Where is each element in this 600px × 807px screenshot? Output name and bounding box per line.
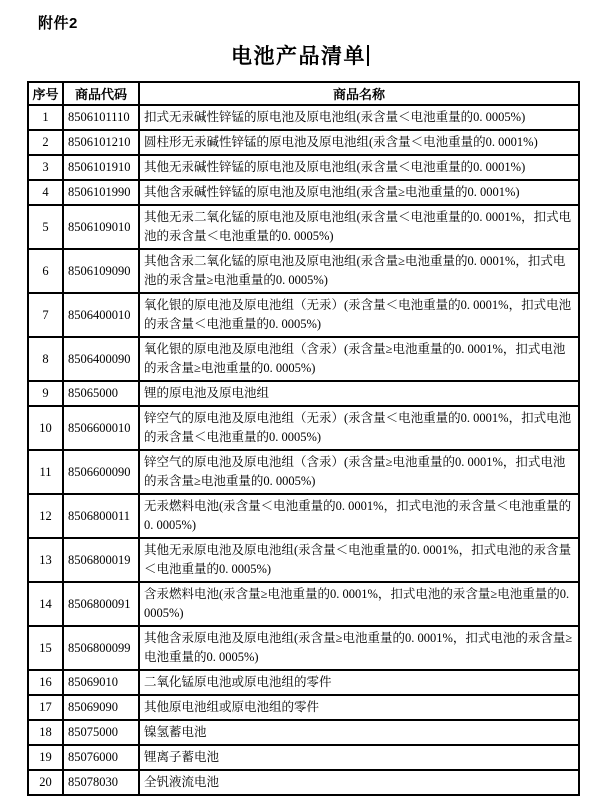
product-name-cell: 锌空气的原电池及原电池组（无汞）(汞含量＜电池重量的0. 0001%，扣式电池的汞含量＜电池重量的0. 0005%) <box>139 406 579 450</box>
product-code-cell: 8506800099 <box>63 626 139 670</box>
product-name-cell: 氧化银的原电池及原电池组（无汞）(汞含量＜电池重量的0. 0001%，扣式电池的汞含量＜电池重量的0. 0005%) <box>139 293 579 337</box>
product-name-cell: 二氧化锰原电池或原电池组的零件 <box>139 670 579 695</box>
product-name-cell: 其他含汞原电池及原电池组(汞含量≥电池重量的0. 0001%，扣式电池的汞含量≥电池重量的0. 0005%) <box>139 626 579 670</box>
product-name-cell: 其他含汞二氧化锰的原电池及原电池组(汞含量≥电池重量的0. 0001%，扣式电池的汞含量≥电池重量的0. 0005%) <box>139 249 579 293</box>
product-code-cell: 8506800019 <box>63 538 139 582</box>
product-name-cell: 全钒液流电池 <box>139 770 579 795</box>
table-row <box>28 249 579 293</box>
product-code-cell: 8506109090 <box>63 249 139 293</box>
product-name-cell: 无汞燃料电池(汞含量＜电池重量的0. 0001%，扣式电池的汞含量＜电池重量的0. 0005%) <box>139 494 579 538</box>
serial-number-cell: 10 <box>28 406 63 450</box>
product-code-cell: 8506101110 <box>63 105 139 130</box>
product-code-cell: 85076000 <box>63 745 139 770</box>
product-code-cell: 8506600010 <box>63 406 139 450</box>
serial-number-cell: 11 <box>28 450 63 494</box>
serial-number-cell: 9 <box>28 381 63 406</box>
table-row <box>28 155 579 180</box>
table-row <box>28 205 579 249</box>
table-row <box>28 745 579 770</box>
serial-number-cell: 8 <box>28 337 63 381</box>
product-name-cell: 其他原电池组或原电池组的零件 <box>139 695 579 720</box>
product-code-cell: 8506800091 <box>63 582 139 626</box>
table-row <box>28 770 579 795</box>
product-code-cell: 8506101990 <box>63 180 139 205</box>
table-row <box>28 695 579 720</box>
product-code-cell: 8506400090 <box>63 337 139 381</box>
product-code-cell: 8506400010 <box>63 293 139 337</box>
header-product-code: 商品代码 <box>63 82 139 105</box>
product-code-cell: 85075000 <box>63 720 139 745</box>
product-name-cell: 锂的原电池及原电池组 <box>139 381 579 406</box>
table-row <box>28 105 579 130</box>
product-table-body <box>28 105 579 795</box>
table-row <box>28 293 579 337</box>
serial-number-cell: 3 <box>28 155 63 180</box>
product-name-cell: 含汞燃料电池(汞含量≥电池重量的0. 0001%，扣式电池的汞含量≥电池重量的0. 0005%) <box>139 582 579 626</box>
table-header <box>28 82 579 105</box>
table-row <box>28 180 579 205</box>
text-cursor <box>367 45 369 66</box>
product-name-cell: 镍氢蓄电池 <box>139 720 579 745</box>
product-name-cell: 其他无汞碱性锌锰的原电池及原电池组(汞含量＜电池重量的0. 0001%) <box>139 155 579 180</box>
attachment-label: 附件2 <box>38 15 78 32</box>
serial-number-cell: 15 <box>28 626 63 670</box>
serial-number-cell: 20 <box>28 770 63 795</box>
serial-number-cell: 18 <box>28 720 63 745</box>
serial-number-cell: 2 <box>28 130 63 155</box>
table-row <box>28 582 579 626</box>
serial-number-cell: 19 <box>28 745 63 770</box>
table-row <box>28 670 579 695</box>
serial-number-cell: 14 <box>28 582 63 626</box>
product-code-cell: 85069090 <box>63 695 139 720</box>
table-row <box>28 450 579 494</box>
serial-number-cell: 17 <box>28 695 63 720</box>
table-row <box>28 494 579 538</box>
product-code-cell: 8506800011 <box>63 494 139 538</box>
table-row <box>28 538 579 582</box>
table-row <box>28 626 579 670</box>
product-name-cell: 其他含汞碱性锌锰的原电池及原电池组(汞含量≥电池重量的0. 0001%) <box>139 180 579 205</box>
product-name-cell: 圆柱形无汞碱性锌锰的原电池及原电池组(汞含量＜电池重量的0. 0001%) <box>139 130 579 155</box>
document-title-row[interactable] <box>0 40 600 70</box>
table-row <box>28 406 579 450</box>
serial-number-cell: 1 <box>28 105 63 130</box>
table-row <box>28 720 579 745</box>
product-code-cell: 85069010 <box>63 670 139 695</box>
serial-number-cell: 12 <box>28 494 63 538</box>
serial-number-cell: 4 <box>28 180 63 205</box>
battery-product-table <box>27 81 580 796</box>
serial-number-cell: 6 <box>28 249 63 293</box>
product-name-cell: 其他无汞原电池及原电池组(汞含量＜电池重量的0. 0001%，扣式电池的汞含量＜电池重量的0. 0005%) <box>139 538 579 582</box>
serial-number-cell: 7 <box>28 293 63 337</box>
header-product-name: 商品名称 <box>139 82 579 105</box>
product-name-cell: 其他无汞二氧化锰的原电池及原电池组(汞含量＜电池重量的0. 0001%，扣式电池的汞含量＜电池重量的0. 0005%) <box>139 205 579 249</box>
product-code-cell: 8506101210 <box>63 130 139 155</box>
product-code-cell: 85065000 <box>63 381 139 406</box>
serial-number-cell: 5 <box>28 205 63 249</box>
header-row <box>28 82 579 105</box>
product-name-cell: 锂离子蓄电池 <box>139 745 579 770</box>
serial-number-cell: 16 <box>28 670 63 695</box>
product-name-cell: 扣式无汞碱性锌锰的原电池及原电池组(汞含量＜电池重量的0. 0005%) <box>139 105 579 130</box>
header-serial-number: 序号 <box>28 82 63 105</box>
product-name-cell: 锌空气的原电池及原电池组（含汞）(汞含量≥电池重量的0. 0001%，扣式电池的汞含量≥电池重量的0. 0005%) <box>139 450 579 494</box>
product-name-cell: 氧化银的原电池及原电池组（含汞）(汞含量≥电池重量的0. 0001%，扣式电池的汞含量≥电池重量的0. 0005%) <box>139 337 579 381</box>
serial-number-cell: 13 <box>28 538 63 582</box>
table-row <box>28 337 579 381</box>
product-code-cell: 85078030 <box>63 770 139 795</box>
page-title: 电池产品清单 <box>231 45 366 68</box>
product-code-cell: 8506600090 <box>63 450 139 494</box>
table-row <box>28 130 579 155</box>
product-code-cell: 8506109010 <box>63 205 139 249</box>
table-row <box>28 381 579 406</box>
product-code-cell: 8506101910 <box>63 155 139 180</box>
